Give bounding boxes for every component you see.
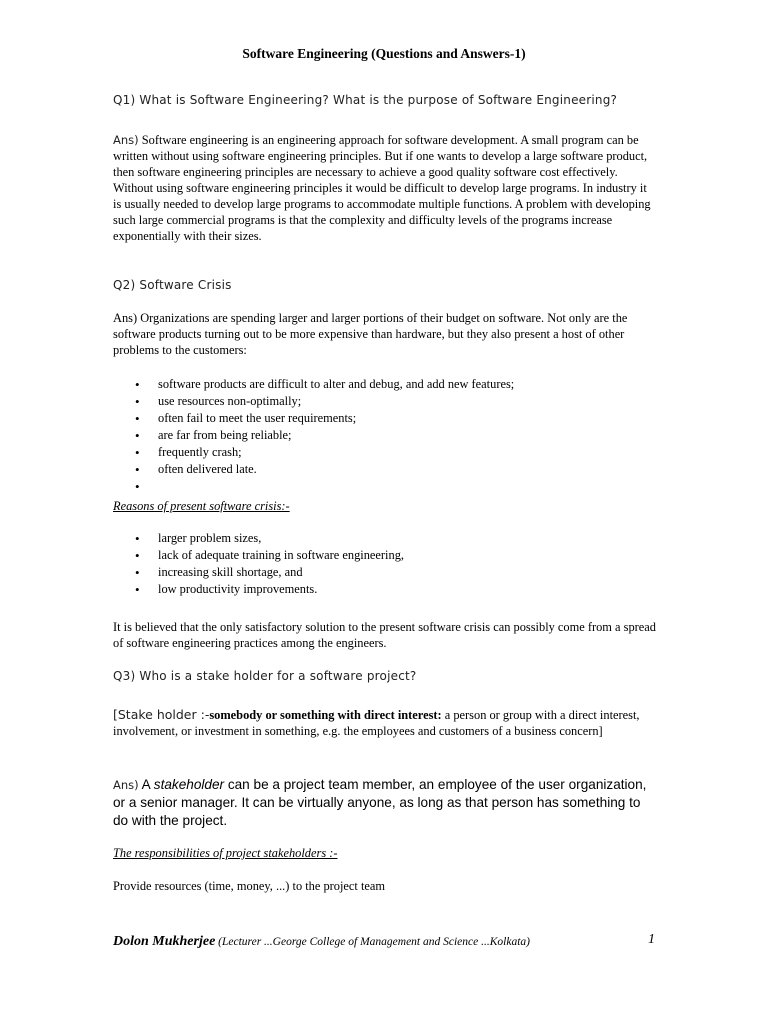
crisis-conclusion: It is believed that the only satisfactory solution to the present software crisis can possibly come from a spread of software engineering practices among the engineers. [113, 620, 656, 650]
author-affiliation: (Lecturer ...George College of Management and Science ...Kolkata) [215, 936, 530, 948]
problems-list [113, 376, 514, 495]
answer-3-rest: can be a project team member, an employee of the user organization, or a senior manager. It can be virtually anyone, as long as that person has something to do with the project. [113, 777, 647, 828]
answer-1-paragraph-2: Without using software engineering principles it would be difficult to develop large programs. In industry it is usually needed to develop large programs to accommodate multiple functions. A problem with developing such large commercial programs is that the complexity and difficulty levels of the programs increase exponentially with their sizes. [113, 181, 651, 243]
page-number: 1 [648, 932, 655, 947]
list-item: • lack of adequate training in software engineering, [113, 547, 404, 564]
answer-1 [113, 132, 658, 244]
responsibility-item: Provide resources (time, money, ...) to the project team [113, 879, 386, 893]
stakeholder-definition [113, 707, 658, 739]
reasons-list [113, 530, 404, 598]
question-2: Q2) Software Crisis [113, 278, 232, 292]
answer-1-paragraph-1: Software engineering is an engineering approach for software development. A small program can be written without using software engineering principles. But if one wants to develop a large software product, then software engineering principles are necessary to achieve a good quality software cost effectively. [113, 133, 648, 179]
list-item: • often delivered late. [113, 461, 514, 478]
list-item: • low productivity improvements. [113, 581, 404, 598]
list-item: • often fail to meet the user requirements; [113, 410, 514, 427]
definition-bold: somebody or something with direct interest: [209, 708, 442, 722]
answer-3-italic: stakeholder [153, 777, 225, 792]
list-item: • larger problem sizes, [113, 530, 404, 547]
reasons-heading: Reasons of present software crisis:- [113, 499, 290, 513]
question-1: Q1) What is Software Engineering? What is the purpose of Software Engineering? [113, 93, 618, 107]
answer-3-a: A [138, 777, 154, 792]
list-item: • are far from being reliable; [113, 427, 514, 444]
answer-3 [113, 776, 658, 830]
list-item: • frequently crash; [113, 444, 514, 461]
list-item: • use resources non-optimally; [113, 393, 514, 410]
list-item: • software products are difficult to alter and debug, and add new features; [113, 376, 514, 393]
definition-rest: a person or group with a direct interest, involvement, or investment in something, e.g. the employees and customers of a business concern] [113, 708, 640, 738]
page-title: Software Engineering (Questions and Answers-1) [242, 46, 526, 61]
answer-label: Ans) [113, 133, 139, 147]
answer-2-intro: Ans) Organizations are spending larger and larger portions of their budget on software. Not only are the software products turning out to be more expensive than hardware, but they also present a host of other problems to the customers: [113, 311, 628, 357]
page-footer [113, 932, 658, 950]
list-item: • increasing skill shortage, and [113, 564, 404, 581]
definition-open: [Stake holder :- [113, 707, 210, 722]
answer-label: Ans) [113, 778, 139, 792]
responsibilities-heading: The responsibilities of project stakeholders :- [113, 846, 338, 860]
author-name: Dolon Mukherjee [113, 934, 216, 949]
question-3: Q3) Who is a stake holder for a software project? [113, 669, 417, 683]
list-item [113, 478, 514, 495]
